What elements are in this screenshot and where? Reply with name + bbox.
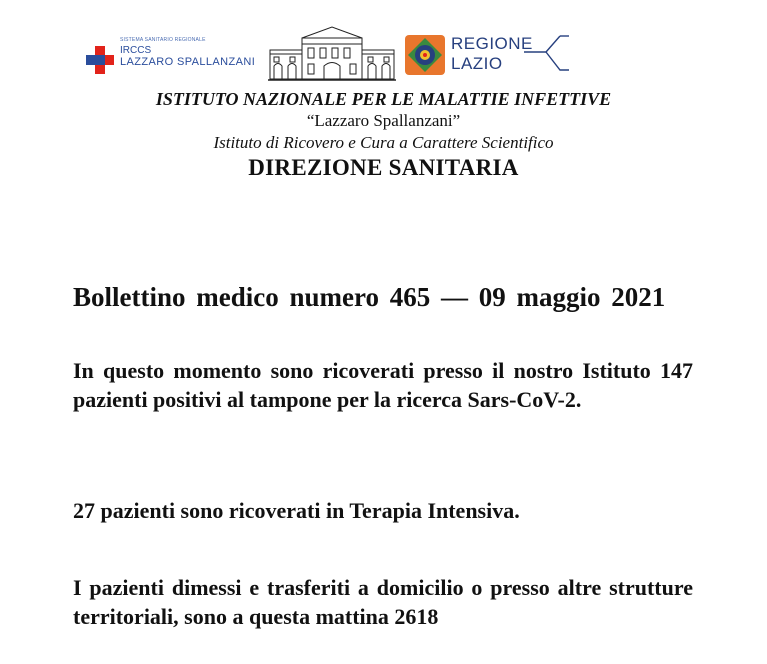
institute-quote: “Lazzaro Spallanzani” xyxy=(306,111,461,130)
spallanzani-name: LAZZARO SPALLANZANI xyxy=(120,56,256,68)
regione-line2: LAZIO xyxy=(451,54,503,73)
regione-lazio-logo xyxy=(404,32,569,78)
regione-wordmark xyxy=(451,34,533,74)
regione-lines-icon xyxy=(524,34,569,74)
building-icon xyxy=(268,24,396,82)
bulletin-paragraph-3: I pazienti dimessi e trasferiti a domicilio o presso altre strutture territoriali, sono a questa mattina 2618 xyxy=(73,575,693,629)
spallanzani-irccs: IRCCS xyxy=(120,45,152,56)
document-header xyxy=(0,88,767,182)
direction-title: DIREZIONE SANITARIA xyxy=(248,155,519,180)
institute-subtitle: Istituto di Ricovero e Cura a Carattere Scientifico xyxy=(213,133,554,152)
regione-line1: REGIONE xyxy=(451,34,533,53)
red-blue-cross-icon xyxy=(86,46,114,74)
regione-emblem-icon xyxy=(404,34,446,76)
bulletin-paragraph-2: 27 pazienti sono ricoverati in Terapia Intensiva. xyxy=(73,498,520,523)
institute-name: ISTITUTO NAZIONALE PER LE MALATTIE INFETTIVE xyxy=(155,89,612,109)
bulletin-paragraph-1: In questo momento sono ricoverati presso il nostro Istituto 147 pazienti positivi al tampone per la ricerca Sars-CoV-2. xyxy=(73,358,693,412)
logo-row xyxy=(0,22,767,84)
spallanzani-logo xyxy=(86,38,261,70)
spallanzani-wordmark xyxy=(120,38,255,68)
spallanzani-caption: SISTEMA SANITARIO REGIONALE xyxy=(120,37,206,43)
bulletin-title: Bollettino medico numero 465 — 09 maggio 2021 xyxy=(73,282,666,312)
